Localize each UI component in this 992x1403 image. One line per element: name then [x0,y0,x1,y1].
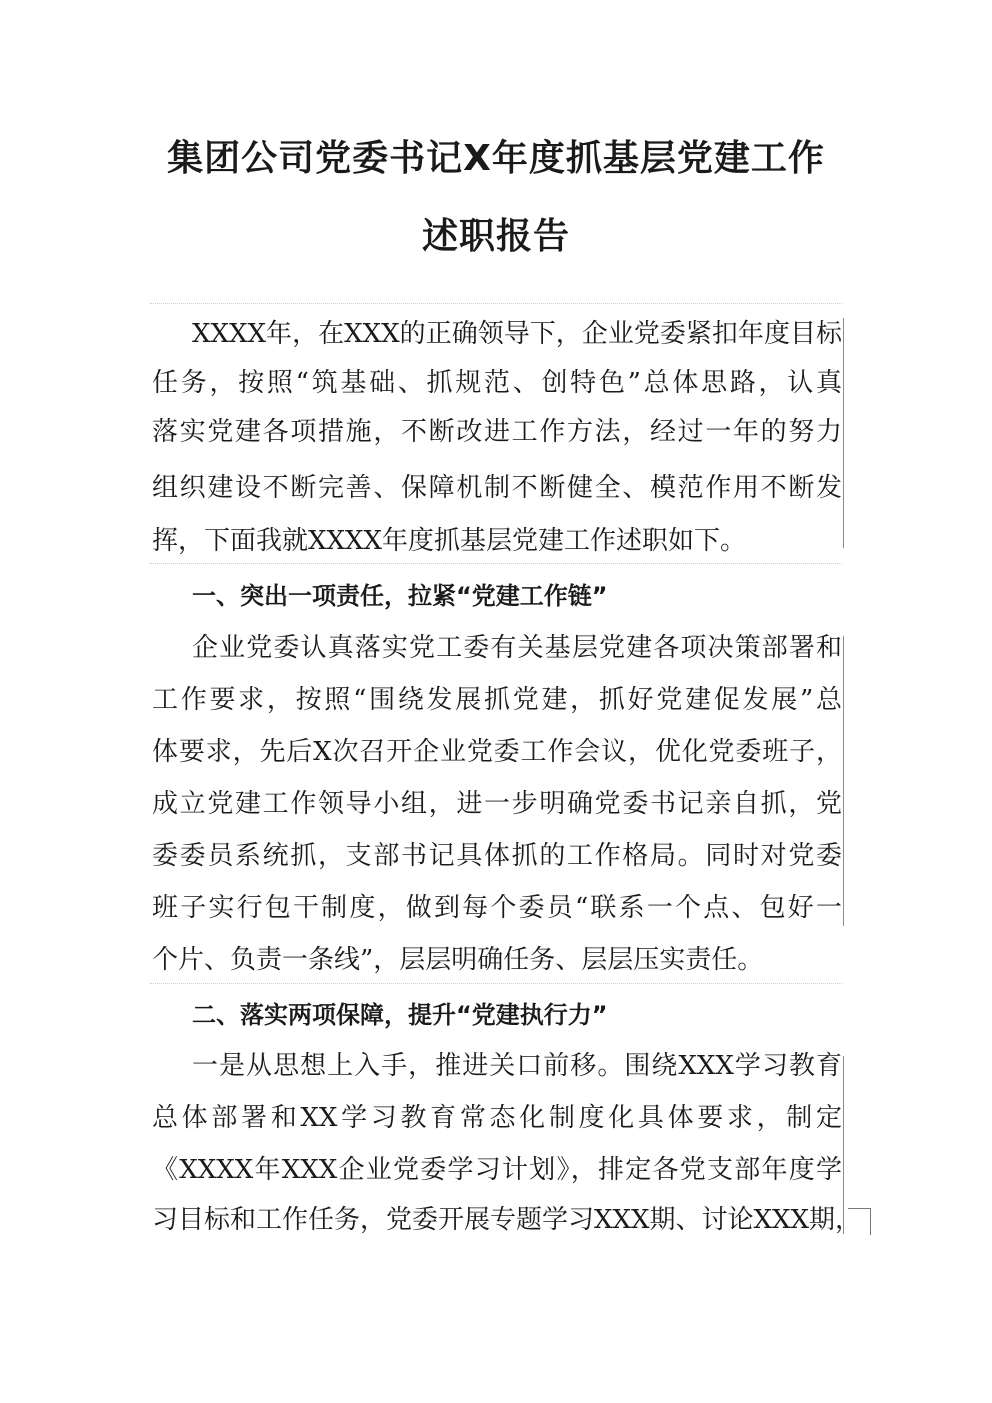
margin-rule [843,636,844,926]
paragraph-line: 《XXXX年XXX企业党委学习计划》，排定各党支部年度学 [152,1155,842,1185]
paragraph-line: 企业党委认真落实党工委有关基层党建各项决策部署和 [192,633,842,663]
paragraph-line: 习目标和工作任务，党委开展专题学习XXX期、讨论XXX期， [152,1205,862,1235]
paragraph-line: 工作要求，按照“围绕发展抓党建，抓好党建促发展”总 [152,685,842,715]
paragraph-line: 委委员系统抓，支部书记具体抓的工作格局。同时对党委 [152,841,842,871]
paragraph-line: 个片、负责一条线”，层层明确任务、层层压实责任。 [152,945,764,975]
separator-line [150,983,842,984]
separator-line [150,303,842,304]
paragraph-line: 总体部署和XX学习教育常态化制度化具体要求，制定 [152,1103,842,1133]
separator-line [150,563,842,564]
paragraph-line: XXXX年，在XXX的正确领导下，企业党委紧扣年度目标 [192,319,842,349]
paragraph-line: 挥，下面我就XXXX年度抓基层党建工作述职如下。 [152,526,747,556]
document-title-line-2: 述职报告 [421,216,570,257]
paragraph-line: 组织建设不断完善、保障机制不断健全、模范作用不断发 [152,473,842,503]
paragraph-line: 体要求，先后X次召开企业党委工作会议，优化党委班子， [152,737,842,767]
section-heading: 二、落实两项保障，提升“党建执行力” [192,1001,608,1029]
paragraph-line: 任务，按照“筑基础、抓规范、创特色”总体思路，认真 [152,368,842,398]
paragraph-line: 成立党建工作领导小组，进一步明确党委书记亲自抓，党 [152,789,842,819]
paragraph-line: 班子实行包干制度，做到每个委员“联系一个点、包好一 [152,893,842,923]
paragraph-line: 落实党建各项措施，不断改进工作方法，经过一年的努力 [152,417,842,447]
document-title-line-1: 集团公司党委书记X年度抓基层党建工作 [167,138,825,179]
paragraph-line: 一是从思想上入手，推进关口前移。围绕XXX学习教育 [192,1051,842,1081]
section-heading: 一、突出一项责任，拉紧“党建工作链” [192,582,608,610]
margin-rule [843,318,844,548]
